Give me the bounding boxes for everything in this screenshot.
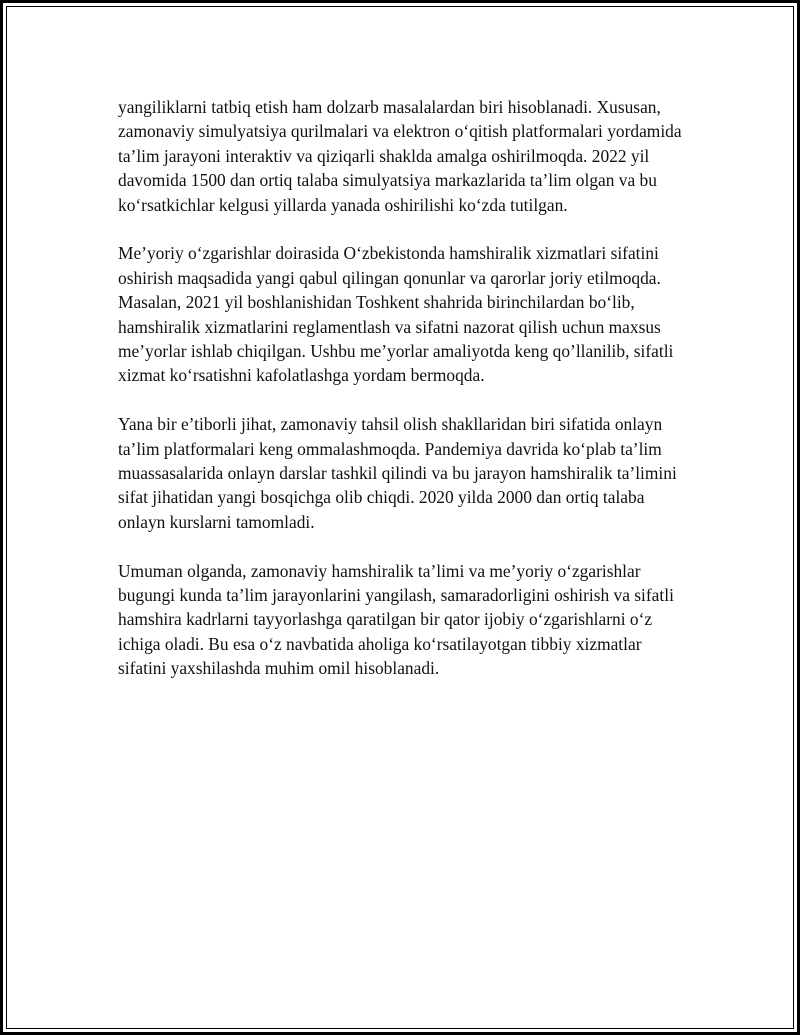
paragraph-4: Umuman olganda, zamonaviy hamshiralik ta’limi va me’yoriy o‘zgarishlar bugungi kunda ta’lim jarayonlarini yangilash, samaradorligini oshirish va sifatli hamshira kadrlarni tayyorlashga qaratilgan bir qator ijobiy o‘zgarishlarni o‘z ichiga oladi. Bu esa o‘z navbatida aholiga ko‘rsatilayotgan tibbiy xizmatlar sifatini yaxshilashda muhim omil hisoblanadi.	[118, 560, 674, 679]
paragraph-2: Me’yoriy o‘zgarishlar doirasida O‘zbekistonda hamshiralik xizmatlari sifatini oshirish maqsadida yangi qabul qilingan qonunlar va qarorlar joriy etilmoqda. Masalan, 2021 yil boshlanishidan Toshkent shahrida birinchilardan bo‘lib, hamshiralik xizmatlarini reglamentlash va sifatni nazorat qilish uchun maxsus me’yorlar ishlab chiqilgan. Ushbu me’yorlar amaliyotda keng qo’llanilib, sifatli xizmat ko‘rsatishni kafolatlashga yordam bermoqda.	[118, 243, 674, 386]
document-body	[118, 95, 693, 705]
paragraph-3: Yana bir e’tiborli jihat, zamonaviy tahsil olish shakllaridan biri sifatida onlayn ta’lim platformalari keng ommalashmoqda. Pandemiya davrida ko‘plab ta’lim muassasalarida onlayn darslar tashkil qilindi va bu jarayon hamshiralik ta’limini sifat jihatidan yangi bosqichga olib chiqdi. 2020 yilda 2000 dan ortiq talaba onlayn kurslarni tamomladi.	[118, 414, 677, 532]
paragraph-1: yangiliklarni tatbiq etish ham dolzarb masalalardan biri hisoblanadi. Xususan, zamonaviy simulyatsiya qurilmalari va elektron o‘qitish platformalari yordamida ta’lim jarayoni interaktiv va qiziqarli shaklda amalga oshirilmoqda. 2022 yil davomida 1500 dan ortiq talaba simulyatsiya markazlarida ta’lim olgan va bu ko‘rsatkichlar kelgusi yillarda yanada oshirilishi ko‘zda tutilgan.	[118, 97, 682, 215]
